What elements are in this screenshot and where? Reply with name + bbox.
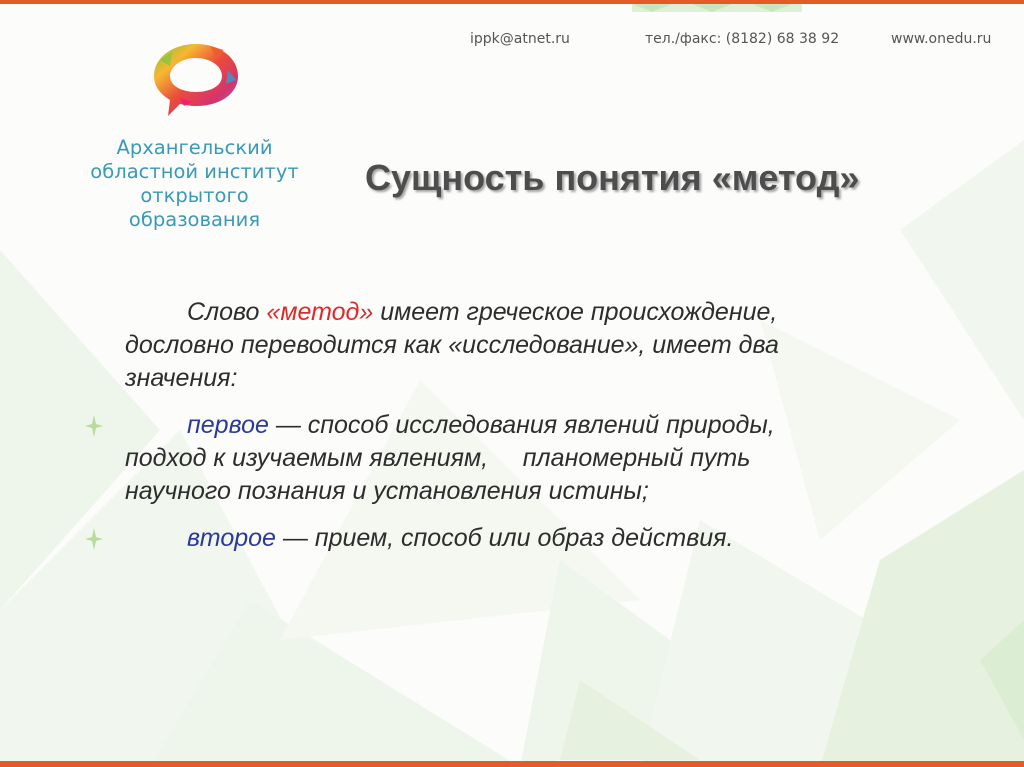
top-accent-bar	[0, 0, 1024, 4]
item-1-line-3: научного познания и установления истины;	[125, 477, 649, 505]
organization-name-line-3: открытого	[140, 184, 249, 207]
item-1-text-1: — способ исследования явлений природы,	[268, 411, 775, 439]
item-2-line-1	[125, 522, 925, 555]
intro-text-start: Слово	[187, 298, 267, 326]
bottom-accent-bar	[0, 761, 1024, 767]
plus-star-bullet-icon	[85, 528, 103, 550]
item-2-label: второе	[187, 524, 276, 552]
method-highlight: «метод»	[266, 298, 374, 326]
item-1-line-2: подход к изучаемым явлениям, планомерный путь	[125, 444, 751, 472]
item-1-label: первое	[187, 411, 269, 439]
slide-body	[125, 296, 925, 555]
intro-line-3: значения:	[125, 364, 238, 392]
list-item	[125, 522, 925, 555]
organization-name-line-4: образования	[128, 208, 261, 231]
header-decoration	[632, 4, 802, 12]
intro-line-2: дословно переводится как «исследование», имеет два	[125, 331, 779, 359]
speech-bubble-logo-icon	[150, 40, 242, 120]
plus-star-bullet-icon	[85, 415, 103, 437]
organization-name	[62, 136, 327, 232]
organization-name-line-1: Архангельский	[116, 136, 273, 159]
header-email[interactable]: ippk@atnet.ru	[470, 31, 570, 47]
header-website[interactable]: www.onedu.ru	[891, 31, 992, 47]
item-1-line-1	[125, 409, 925, 442]
intro-paragraph	[125, 296, 925, 395]
item-2-text-1: — прием, способ или образ действия.	[275, 524, 734, 552]
list-item	[125, 409, 925, 508]
organization-name-line-2: областной институт	[90, 160, 299, 183]
header-phone: тел./факс: (8182) 68 38 92	[645, 31, 840, 47]
intro-text-end: имеет греческое происхождение,	[373, 298, 778, 326]
slide-title: Сущность понятия «метод»	[365, 157, 860, 198]
intro-line-1	[125, 296, 925, 329]
